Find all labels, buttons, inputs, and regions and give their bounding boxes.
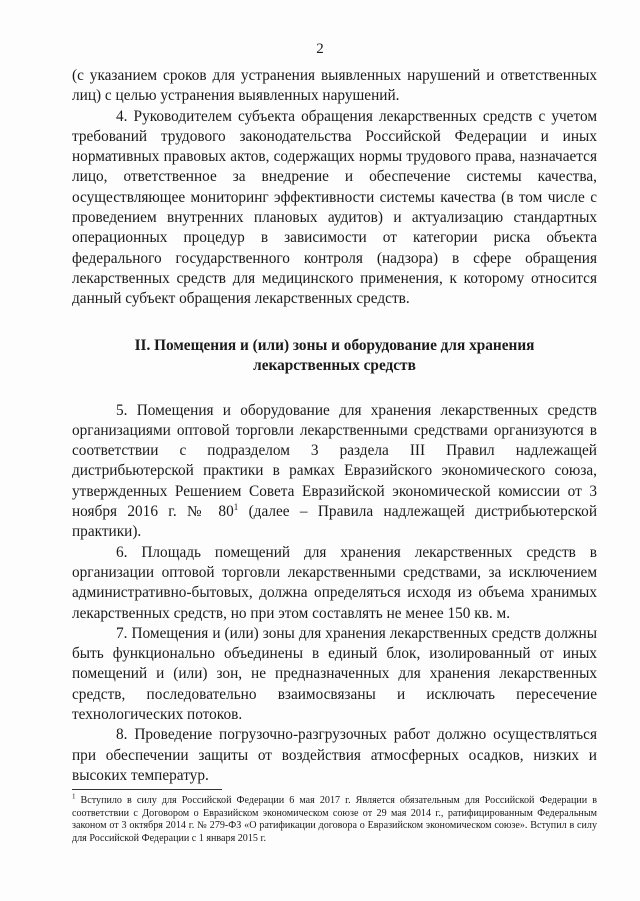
paragraph-continuation: (с указанием сроков для устранения выявленных нарушений и ответственных лиц) с целью устранения выявленных нарушений. — [72, 67, 597, 105]
footnote — [72, 792, 597, 845]
footnote-marker: 1 — [72, 792, 76, 801]
document-body — [72, 66, 597, 786]
paragraph-4: 4. Руководителем субъекта обращения лекарственных средств с учетом требований трудового законодательства Российской Федерации и иных нормативных правовых актов, содержащих нормы трудового права, назначается лицо, ответственное за внедрение и обеспечение системы качества, осуществляющее мониторинг эффективности системы качества (в том числе с проведением внутренних плановых аудитов) и актуализацию стандартных операционных процедур в зависимости от категории риска объекта федерального государственного контроля (надзора) в сфере обращения лекарственных средств для медицинского применения, к которому относится данный субъект обращения лекарственных средств. — [72, 107, 597, 308]
section-heading: II. Помещения и (или) зоны и оборудование для хранения лекарственных средств — [134, 336, 535, 375]
paragraph-8: 8. Проведение погрузочно-разгрузочных работ должно осуществляться при обеспечении защиты от воздействия атмосферных осадков, низких и высоких температур. — [72, 726, 597, 784]
page-number: 2 — [316, 41, 324, 57]
paragraph-5-text: 5. Помещения и оборудование для хранения лекарственных средств организациями оптовой торговли лекарственными средствами организуются в соответствии с подразделом 3 раздела III Правил надлежащей дистрибьютерской практики в рамках Евразийского экономического союза, утвержденных Решением Совета Евразийской экономической комиссии от 3 ноября 2016 г. № 80 — [72, 401, 597, 521]
footnote-text: Вступило в силу для Российской Федерации 6 мая 2017 г. Является обязательным для Российской Федерации в соответствии с Договором о Евразийском экономическом союзе от 29 мая 2014 г., ратифицированным Федеральным законом от 3 октября 2014 г. № 279-ФЗ «О ратификации договора о Евразийском экономическом союзе». Вступил в силу для Российской Федерации с 1 января 2015 г. — [72, 795, 597, 844]
footnote-divider — [72, 789, 222, 790]
paragraph-6: 6. Площадь помещений для хранения лекарственных средств в организации оптовой торговли лекарственными средствами, за исключением административно-бытовых, должна определяться исходя из объема хранимых лекарственных средств, но при этом составлять не менее 150 кв. м. — [72, 543, 597, 622]
paragraph-5 — [72, 401, 597, 543]
paragraph-7: 7. Помещения и (или) зоны для хранения лекарственных средств должны быть функционально объединены в единый блок, изолированный от иных помещений и (или) зон, не предназначенных для хранения лекарственных средств, последовательно взаимосвязаны и исключать пересечение технологических потоков. — [72, 624, 597, 724]
footnote-reference[interactable]: 1 — [233, 501, 239, 512]
paragraph-5-text-end: (далее – Правила надлежащей дистрибьютерской практики). — [72, 503, 598, 541]
